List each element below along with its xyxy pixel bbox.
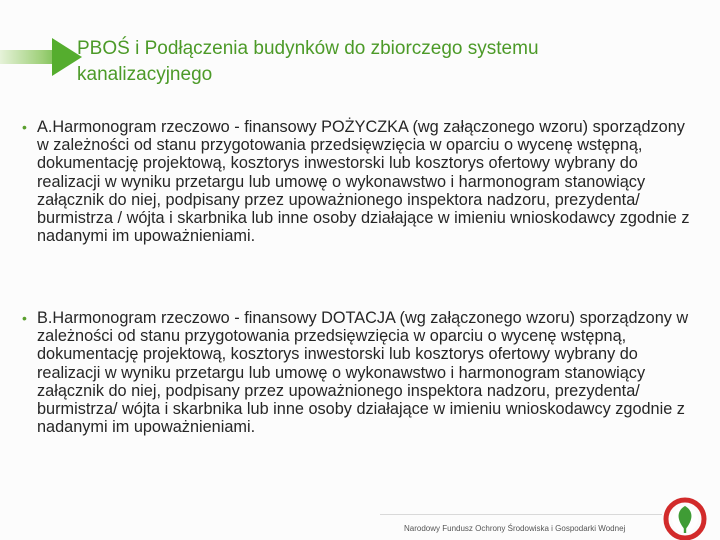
bullet-icon: •	[22, 119, 27, 135]
bullet-item	[22, 309, 692, 436]
logo-stem	[684, 524, 686, 533]
footer-divider	[380, 514, 662, 515]
nfosigw-logo-icon	[662, 494, 708, 540]
slide-title: PBOŚ i Podłączenia budynków do zbiorczego systemu kanalizacyjnego	[77, 38, 539, 85]
footer-organization: Narodowy Fundusz Ochrony Środowiska i Gospodarki Wodnej	[404, 524, 626, 533]
bullet-text: A.Harmonogram rzeczowo - finansowy POŻYCZKA (wg załączonego wzoru) sporządzony w zależności od stanu przygotowania przedsięwzięcia w oparciu o wycenę wstępną, dokumentację projektową, kosztorys inwestorski lub kosztorys ofertowy wybrany do realizacji w wyniku przetargu lub umowę o wykonawstwo i harmonogram stanowiący załącznik do niej, podpisany przez upoważnionego inspektora nadzoru, prezydenta/ burmistrza / wójta i skarbnika lub inne osoby działające w imieniu wnioskodawcy zgodnie z nadanymi im upoważnieniami.	[37, 118, 690, 246]
bullet-text: B.Harmonogram rzeczowo - finansowy DOTACJA (wg załączonego wzoru) sporządzony w zależności od stanu przygotowania przedsięwzięcia w oparciu o wycenę wstępną, dokumentację projektową, kosztorys inwestorski lub kosztorys ofertowy wybrany do realizacji w wyniku przetargu lub umowę o wykonawstwo i harmonogram stanowiący załącznik do niej, podpisany przez upoważnionego inspektora nadzoru, prezydenta/ burmistrza/ wójta i skarbnika lub inne osoby działające w imieniu wnioskodawcy zgodnie z nadanymi im upoważnieniami.	[37, 309, 689, 437]
bullet-item	[22, 118, 692, 245]
bullet-icon: •	[22, 310, 27, 326]
